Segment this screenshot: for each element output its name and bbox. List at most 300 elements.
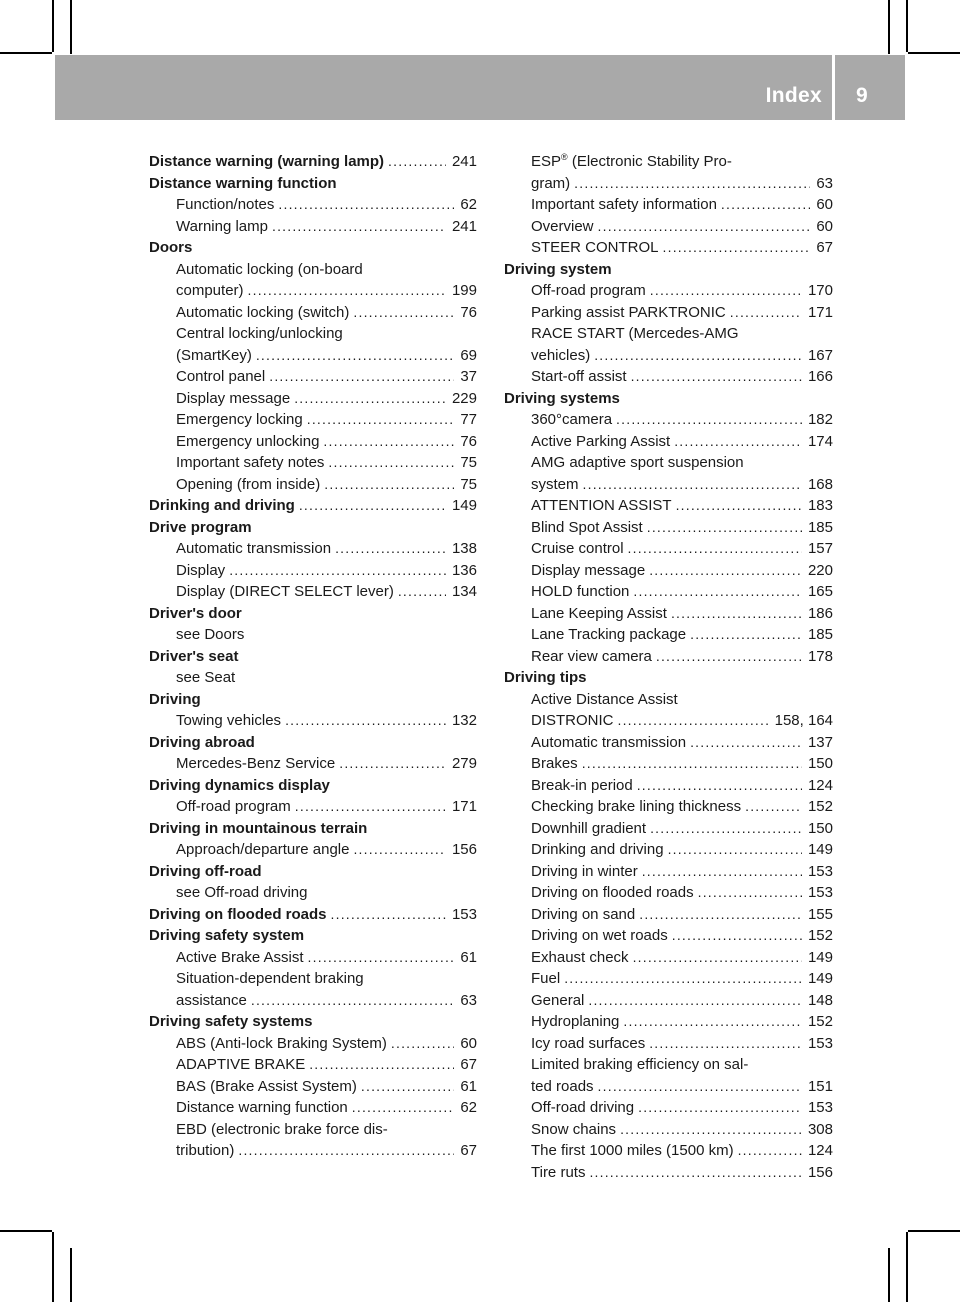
index-subentry <box>149 452 477 474</box>
entry-label: Control panel <box>176 368 266 385</box>
leader-dots <box>294 388 446 410</box>
leader-dots <box>730 302 802 324</box>
index-entry <box>149 646 477 668</box>
index-subentry <box>504 302 833 324</box>
index-subentry <box>504 517 833 539</box>
page-reference: 60 <box>460 1034 477 1052</box>
leader-dots <box>398 581 446 603</box>
crop-mark <box>908 52 960 54</box>
entry-label: Off-road driving <box>531 1099 635 1116</box>
entry-label: EBD (electronic brake force dis- <box>176 1120 388 1138</box>
entry-label: DISTRONIC <box>531 712 614 729</box>
index-entry <box>149 775 477 797</box>
leader-dots <box>620 1119 802 1141</box>
entry-label: see Doors <box>176 626 245 643</box>
entry-label: (SmartKey) <box>176 346 252 364</box>
crop-mark <box>70 0 72 54</box>
index-entry <box>149 925 477 947</box>
entry-label: assistance <box>176 991 247 1009</box>
crop-mark <box>52 0 54 52</box>
leader-dots <box>328 452 454 474</box>
index-subentry <box>149 990 477 1012</box>
index-subentry <box>504 474 833 496</box>
leader-dots <box>307 409 455 431</box>
index-subentry <box>504 237 833 259</box>
leader-dots <box>676 495 802 517</box>
page-reference: 241 <box>451 217 477 235</box>
index-subentry <box>149 1054 477 1076</box>
index-subentry <box>149 366 477 388</box>
leader-dots <box>638 1097 802 1119</box>
page-reference: 153 <box>807 862 833 880</box>
entry-label: Driving on flooded roads <box>149 905 327 923</box>
page-reference: 199 <box>451 282 477 299</box>
page-reference: 67 <box>460 1142 477 1159</box>
entry-label: ADAPTIVE BRAKE <box>176 1056 306 1073</box>
index-subentry <box>149 388 477 410</box>
page-reference: 124 <box>807 1142 833 1159</box>
index-subentry <box>504 538 833 560</box>
index-subentry <box>149 431 477 453</box>
index-subentry <box>149 409 477 431</box>
entry-label: Start-off assist <box>531 368 627 385</box>
index-entry <box>149 173 477 195</box>
crop-mark <box>906 1232 908 1302</box>
entry-label: AMG adaptive sport suspension <box>531 454 744 471</box>
crop-mark <box>70 1248 72 1302</box>
index-subentry <box>504 646 833 668</box>
index-subentry <box>504 194 833 216</box>
page-reference: 153 <box>807 1034 833 1052</box>
page-reference: 153 <box>807 884 833 901</box>
index-column-right <box>504 151 833 1183</box>
index-subentry <box>504 861 833 883</box>
index-subentry <box>149 710 477 732</box>
index-subentry <box>149 968 477 990</box>
index-subentry <box>504 1162 833 1184</box>
index-subentry <box>504 495 833 517</box>
index-subentry <box>504 624 833 646</box>
page-reference: 76 <box>460 303 477 321</box>
page-reference: 156 <box>451 841 477 858</box>
leader-dots <box>698 882 802 904</box>
entry-label: HOLD function <box>531 583 630 600</box>
entry-label: Automatic locking (on-board <box>176 260 363 278</box>
entry-label: see Seat <box>176 669 236 686</box>
index-subentry <box>504 732 833 754</box>
index-subentry <box>504 882 833 904</box>
entry-label: Driving in mountainous terrain <box>149 819 368 837</box>
leader-dots <box>598 216 811 238</box>
entry-label: Brakes <box>531 755 578 772</box>
entry-label: computer) <box>176 282 244 299</box>
leader-dots <box>391 1033 454 1055</box>
page-reference: 182 <box>807 411 833 428</box>
entry-label: Active Distance Assist <box>531 690 678 708</box>
page-reference: 185 <box>807 626 833 643</box>
index-entry <box>149 603 477 625</box>
entry-label: Drinking and driving <box>531 841 664 858</box>
index-entry <box>149 904 477 926</box>
page-reference: 178 <box>807 647 833 665</box>
entry-label: Doors <box>149 239 193 256</box>
index-subentry <box>504 1033 833 1055</box>
leader-dots <box>616 409 802 431</box>
entry-label: Approach/departure angle <box>176 841 350 858</box>
entry-label: Parking assist PARKTRONIC <box>531 303 726 321</box>
entry-label: Towing vehicles <box>176 712 282 729</box>
header-separator <box>832 55 835 120</box>
leader-dots <box>574 173 810 195</box>
leader-dots <box>278 194 454 216</box>
leader-dots <box>564 968 802 990</box>
leader-dots <box>668 839 802 861</box>
entry-label: Driving on wet roads <box>531 927 668 944</box>
leader-dots <box>352 1097 455 1119</box>
page-reference: 229 <box>451 389 477 407</box>
entry-label: STEER CONTROL <box>531 239 659 256</box>
index-subentry <box>149 538 477 560</box>
entry-label: Blind Spot Assist <box>531 518 643 536</box>
index-subentry <box>149 216 477 238</box>
leader-dots <box>639 904 802 926</box>
crop-mark <box>888 0 890 54</box>
index-entry <box>149 818 477 840</box>
entry-label: Drinking and driving <box>149 497 295 514</box>
leader-dots <box>633 947 802 969</box>
entry-label: Function/notes <box>176 196 275 213</box>
index-entry <box>149 689 477 711</box>
crop-mark <box>906 0 908 52</box>
entry-label: Distance warning function <box>149 174 337 192</box>
page-reference: 155 <box>807 905 833 923</box>
index-subentry <box>504 1140 833 1162</box>
leader-dots <box>649 1033 802 1055</box>
entry-label: ted roads <box>531 1077 594 1095</box>
entry-label: Distance warning function <box>176 1099 348 1116</box>
page-reference: 170 <box>807 282 833 299</box>
index-subentry <box>504 151 833 173</box>
index-subentry <box>504 796 833 818</box>
page-reference: 62 <box>460 196 477 213</box>
index-subentry <box>149 947 477 969</box>
leader-dots <box>594 345 802 367</box>
page-reference: 63 <box>816 174 833 192</box>
page-reference: 174 <box>807 432 833 450</box>
leader-dots <box>388 151 446 173</box>
leader-dots <box>671 603 802 625</box>
page-reference: 152 <box>807 1013 833 1030</box>
entry-label: Tire ruts <box>531 1163 586 1181</box>
leader-dots <box>339 753 446 775</box>
entry-label: General <box>531 991 585 1009</box>
page-reference: 171 <box>807 303 833 321</box>
page-reference: 156 <box>807 1163 833 1181</box>
entry-label: Warning lamp <box>176 217 268 235</box>
page-reference: 138 <box>451 540 477 557</box>
page-reference: 150 <box>807 819 833 837</box>
entry-label: Driving safety systems <box>149 1013 313 1030</box>
index-subentry <box>149 345 477 367</box>
index-subentry <box>149 1119 477 1141</box>
entry-label: Driving tips <box>504 669 587 686</box>
entry-label: Important safety notes <box>176 454 325 471</box>
page-reference: 168 <box>807 475 833 493</box>
crop-mark <box>888 1248 890 1302</box>
page-reference: 183 <box>807 497 833 514</box>
entry-label: Off-road program <box>176 798 291 815</box>
index-entry <box>149 151 477 173</box>
entry-label: Snow chains <box>531 1120 617 1138</box>
index-subentry <box>504 452 833 474</box>
leader-dots <box>299 495 446 517</box>
page-reference: 149 <box>451 497 477 514</box>
index-subentry <box>504 710 833 732</box>
entry-label: Overview <box>531 217 594 235</box>
leader-dots <box>256 345 454 367</box>
leader-dots <box>690 732 802 754</box>
leader-dots <box>690 624 802 646</box>
page-reference: 132 <box>451 712 477 729</box>
leader-dots <box>631 366 802 388</box>
leader-dots <box>295 796 446 818</box>
index-subentry <box>149 796 477 818</box>
leader-dots <box>335 538 446 560</box>
index-entry <box>149 732 477 754</box>
leader-dots <box>721 194 810 216</box>
entry-label: Driver's door <box>149 604 242 622</box>
page-reference: 167 <box>807 346 833 364</box>
page-reference: 149 <box>807 970 833 987</box>
entry-label: Exhaust check <box>531 948 629 966</box>
index-subentry <box>504 560 833 582</box>
leader-dots <box>361 1076 454 1098</box>
leader-dots <box>745 796 802 818</box>
entry-label: Display message <box>531 561 646 579</box>
index-subentry <box>504 753 833 775</box>
entry-label: Mercedes-Benz Service <box>176 755 336 772</box>
index-entry <box>149 495 477 517</box>
leader-dots <box>650 280 802 302</box>
leader-dots <box>582 753 802 775</box>
index-subentry <box>504 216 833 238</box>
crop-mark <box>52 1232 54 1302</box>
index-subentry <box>149 280 477 302</box>
index-subentry <box>504 904 833 926</box>
leader-dots <box>637 775 802 797</box>
index-entry <box>504 259 833 281</box>
leader-dots <box>633 581 802 603</box>
index-subentry <box>149 194 477 216</box>
index-subentry <box>149 1140 477 1162</box>
entry-label: Drive program <box>149 518 252 536</box>
page-reference: 136 <box>451 561 477 579</box>
page-reference: 67 <box>460 1056 477 1073</box>
index-subentry <box>504 603 833 625</box>
leader-dots <box>353 302 454 324</box>
page-reference: 150 <box>807 755 833 772</box>
leader-dots <box>323 431 454 453</box>
page-reference: 186 <box>807 604 833 622</box>
entry-label: Display message <box>176 389 291 407</box>
entry-label: Driving on sand <box>531 905 636 923</box>
crop-mark <box>908 1230 960 1232</box>
index-subentry <box>149 1033 477 1055</box>
entry-label-text: (Electronic Stability Pro- <box>567 153 732 170</box>
page-reference: 67 <box>816 239 833 256</box>
entry-label: Rear view camera <box>531 647 652 665</box>
index-entry <box>149 517 477 539</box>
entry-label: Situation-dependent braking <box>176 970 364 987</box>
index-entry <box>149 1011 477 1033</box>
leader-dots <box>642 861 802 883</box>
leader-dots <box>269 366 454 388</box>
entry-label: Important safety information <box>531 196 717 213</box>
index-subentry <box>504 818 833 840</box>
index-subentry <box>504 968 833 990</box>
leader-dots <box>650 818 802 840</box>
entry-label: Driving system <box>504 260 612 278</box>
page-reference: 153 <box>807 1099 833 1116</box>
entry-label: Driver's seat <box>149 647 239 665</box>
entry-label: Hydroplaning <box>531 1013 620 1030</box>
page-reference: 75 <box>460 475 477 493</box>
entry-label: Central locking/unlocking <box>176 325 343 342</box>
entry-label <box>531 151 732 173</box>
leader-dots <box>647 517 802 539</box>
crop-mark <box>0 52 52 54</box>
entry-label: vehicles) <box>531 346 591 364</box>
entry-label: Driving in winter <box>531 862 638 880</box>
index-subentry <box>149 302 477 324</box>
index-subentry <box>504 409 833 431</box>
entry-label: The first 1000 miles (1500 km) <box>531 1142 734 1159</box>
leader-dots <box>649 560 802 582</box>
page-reference: 308 <box>807 1120 833 1138</box>
index-subentry <box>504 990 833 1012</box>
page-reference: 152 <box>807 798 833 815</box>
index-subentry <box>504 323 833 345</box>
page-reference: 171 <box>451 798 477 815</box>
page-reference: 279 <box>451 755 477 772</box>
leader-dots <box>738 1140 802 1162</box>
index-subentry <box>149 1097 477 1119</box>
entry-label: Off-road program <box>531 282 646 299</box>
entry-label: Automatic locking (switch) <box>176 303 350 321</box>
leader-dots <box>308 947 455 969</box>
page-reference: 37 <box>460 368 477 385</box>
page-reference: 76 <box>460 432 477 450</box>
index-subentry <box>504 839 833 861</box>
page-reference: 152 <box>807 927 833 944</box>
index-subentry <box>504 689 833 711</box>
index-subentry <box>149 839 477 861</box>
index-subentry <box>149 323 477 345</box>
page-reference: 149 <box>807 841 833 858</box>
page-reference: 61 <box>460 1077 477 1095</box>
index-subentry <box>504 345 833 367</box>
index-subentry <box>504 581 833 603</box>
leader-dots <box>628 538 802 560</box>
entry-label: Lane Keeping Assist <box>531 604 667 622</box>
index-subentry <box>504 1119 833 1141</box>
leader-dots <box>331 904 446 926</box>
leader-dots <box>248 280 446 302</box>
index-subentry <box>504 1097 833 1119</box>
entry-label: Driving <box>149 690 201 708</box>
entry-label: Driving systems <box>504 389 620 407</box>
page-reference: 166 <box>807 368 833 385</box>
leader-dots <box>285 710 446 732</box>
entry-label: Lane Tracking package <box>531 626 687 643</box>
page-reference: 77 <box>460 411 477 428</box>
page-reference: 60 <box>816 196 833 213</box>
entry-label: Display <box>176 561 226 579</box>
entry-label: Driving safety system <box>149 927 305 944</box>
index-subentry <box>504 1011 833 1033</box>
leader-dots <box>598 1076 802 1098</box>
crop-mark <box>0 1230 52 1232</box>
page-reference: 241 <box>451 153 477 170</box>
leader-dots <box>353 839 446 861</box>
index-entry <box>149 237 477 259</box>
leader-dots <box>674 431 802 453</box>
index-subentry <box>149 560 477 582</box>
page-reference: 124 <box>807 776 833 794</box>
index-subentry <box>504 947 833 969</box>
leader-dots <box>589 1162 802 1184</box>
entry-label: Emergency unlocking <box>176 432 320 450</box>
section-title: Index <box>765 84 822 107</box>
index-subentry <box>149 753 477 775</box>
page-reference: 137 <box>807 733 833 751</box>
leader-dots <box>588 990 802 1012</box>
page-reference: 149 <box>807 948 833 966</box>
entry-label: ATTENTION ASSIST <box>531 497 672 514</box>
index-subentry <box>149 259 477 281</box>
entry-label: RACE START (Mercedes-AMG <box>531 325 739 342</box>
entry-label: Automatic transmission <box>176 540 332 557</box>
page-reference: 157 <box>807 540 833 557</box>
page-reference: 63 <box>460 991 477 1009</box>
entry-label: Driving dynamics display <box>149 776 330 794</box>
entry-label: tribution) <box>176 1142 235 1159</box>
index-subentry <box>149 474 477 496</box>
leader-dots <box>229 560 446 582</box>
page-number: 9 <box>856 84 868 107</box>
entry-label: Automatic transmission <box>531 733 687 751</box>
entry-label: Distance warning (warning lamp) <box>149 153 385 170</box>
entry-label: Cruise control <box>531 540 624 557</box>
page-reference: 185 <box>807 518 833 536</box>
entry-label: Fuel <box>531 970 561 987</box>
entry-label: Emergency locking <box>176 411 303 428</box>
index-entry <box>504 388 833 410</box>
leader-dots <box>663 237 811 259</box>
page-reference: 69 <box>460 346 477 364</box>
entry-label: Active Parking Assist <box>531 432 671 450</box>
entry-label-text: ESP <box>531 153 562 170</box>
leader-dots <box>656 646 802 668</box>
entry-label: Opening (from inside) <box>176 475 321 493</box>
leader-dots <box>309 1054 454 1076</box>
entry-label: BAS (Brake Assist System) <box>176 1077 357 1095</box>
page-reference: 134 <box>451 583 477 600</box>
page-reference: 62 <box>460 1099 477 1116</box>
index-subentry <box>149 882 477 904</box>
entry-label: ABS (Anti-lock Braking System) <box>176 1034 387 1052</box>
leader-dots <box>324 474 454 496</box>
